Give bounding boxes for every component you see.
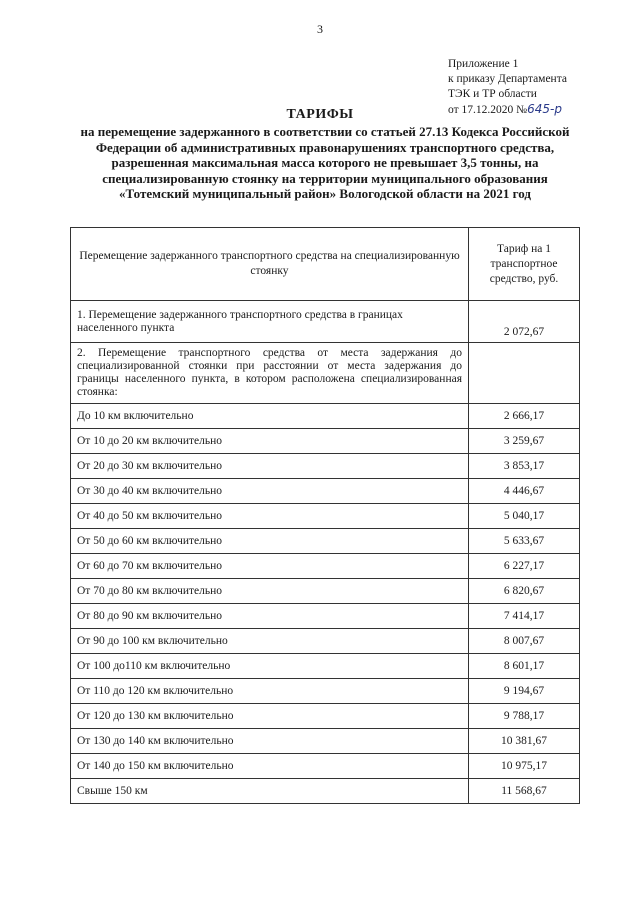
appendix-line-2: к приказу Департамента — [448, 73, 567, 85]
section-1-value: 2 072,67 — [469, 301, 580, 343]
table-row — [71, 529, 580, 554]
distance-range: От 60 до 70 км включительно — [71, 554, 469, 579]
document-title: ТАРИФЫ — [286, 107, 354, 122]
table-row — [71, 579, 580, 604]
tariff-value: 8 601,17 — [469, 654, 580, 679]
tariff-value: 11 568,67 — [469, 779, 580, 804]
distance-range: От 20 до 30 км включительно — [71, 454, 469, 479]
tariff-value: 10 975,17 — [469, 754, 580, 779]
distance-range: От 130 до 140 км включительно — [71, 729, 469, 754]
section-2-description: 2. Перемещение транспортного средства от места задержания до специализированной стоянки при расстоянии от места задержания до границы населенного пункта, в котором расположена специализированная стоянка: — [71, 343, 469, 404]
table-row — [71, 754, 580, 779]
table-row-section-1 — [71, 301, 580, 343]
tariff-value: 8 007,67 — [469, 629, 580, 654]
distance-range: От 70 до 80 км включительно — [71, 579, 469, 604]
table-row — [71, 504, 580, 529]
tariff-value: 9 194,67 — [469, 679, 580, 704]
table-row — [71, 704, 580, 729]
distance-range: От 90 до 100 км включительно — [71, 629, 469, 654]
distance-range: От 80 до 90 км включительно — [71, 604, 469, 629]
table-row — [71, 729, 580, 754]
distance-range: От 30 до 40 км включительно — [71, 479, 469, 504]
table-row-section-2 — [71, 343, 580, 404]
tariff-table — [70, 227, 580, 804]
table-row — [71, 429, 580, 454]
appendix-order-date: от 17.12.2020 № — [448, 104, 528, 116]
section-2-value — [469, 343, 580, 404]
distance-range: От 10 до 20 км включительно — [71, 429, 469, 454]
tariff-value: 3 259,67 — [469, 429, 580, 454]
section-1-description: 1. Перемещение задержанного транспортного средства в границах населенного пункта — [71, 301, 469, 343]
table-row — [71, 654, 580, 679]
table-row — [71, 604, 580, 629]
table-header-row — [71, 228, 580, 301]
tariff-value: 6 227,17 — [469, 554, 580, 579]
distance-range: От 110 до 120 км включительно — [71, 679, 469, 704]
tariff-value: 2 666,17 — [469, 404, 580, 429]
table-row — [71, 629, 580, 654]
table-row — [71, 554, 580, 579]
distance-range: От 120 до 130 км включительно — [71, 704, 469, 729]
distance-range: Свыше 150 км — [71, 779, 469, 804]
appendix-line-3: ТЭК и ТР области — [448, 88, 537, 100]
tariff-value: 6 820,67 — [469, 579, 580, 604]
header-tariff: Тариф на 1 транспортное средство, руб. — [469, 228, 580, 301]
distance-range: От 40 до 50 км включительно — [71, 504, 469, 529]
order-number-handwritten: 645-р — [527, 102, 562, 116]
tariff-value: 4 446,67 — [469, 479, 580, 504]
tariff-value: 5 040,17 — [469, 504, 580, 529]
table-row — [71, 779, 580, 804]
page-number: 3 — [317, 22, 323, 36]
distance-range: От 50 до 60 км включительно — [71, 529, 469, 554]
table-row — [71, 479, 580, 504]
distance-range: От 140 до 150 км включительно — [71, 754, 469, 779]
appendix-line-1: Приложение 1 — [448, 58, 519, 70]
distance-range: От 100 до110 км включительно — [71, 654, 469, 679]
tariff-value: 10 381,67 — [469, 729, 580, 754]
table-row — [71, 679, 580, 704]
tariff-value: 7 414,17 — [469, 604, 580, 629]
header-description: Перемещение задержанного транспортного средства на специализированную стоянку — [71, 228, 469, 301]
table-row — [71, 454, 580, 479]
document-subtitle: на перемещение задержанного в соответствии со статьей 27.13 Кодекса Российской Федерации об административных правонарушениях транспортного средства, разрешенная максимальная масса которого не превышает 3,5 тонны, на специализированную стоянку на территории муниципального образования «Тотемский муниципальный район» Вологодской области на 2021 год — [80, 124, 570, 201]
distance-range: До 10 км включительно — [71, 404, 469, 429]
table-row — [71, 404, 580, 429]
tariff-value: 3 853,17 — [469, 454, 580, 479]
tariff-value: 9 788,17 — [469, 704, 580, 729]
tariff-value: 5 633,67 — [469, 529, 580, 554]
